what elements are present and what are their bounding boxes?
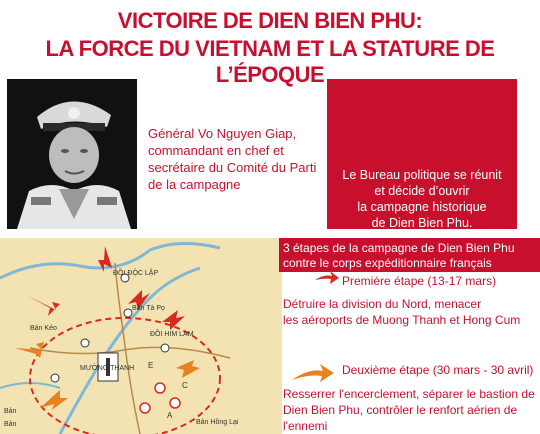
caption-line: commandant en chef et [148,143,284,158]
map-label: C [182,381,188,390]
map-label: ĐỒI ĐỘC LẬP [113,270,159,277]
map-label: E [148,361,154,370]
map-label: MƯỜNG THANH [80,365,135,372]
caption-line: Général Vo Nguyen Giap, [148,126,297,141]
portrait-photo [7,79,137,229]
page-title: VICTOIRE DE DIEN BIEN PHU: [117,8,423,33]
stage-desc-line: les aéroports de Muong Thanh et Hong Cum [283,313,521,327]
stage-desc-line: Dien Bien Phu, contrôler le renfort aérien de [283,403,518,417]
map-label: Bản Tà Pọ [132,305,165,312]
map-label: A [167,411,173,420]
bureau-panel [327,79,517,229]
map-label: Bản [4,408,17,415]
bureau-line: de Dien Bien Phu. [371,216,473,230]
map-label: ĐỒI HIM LAM [150,331,194,338]
map-label: Bản Kéo [30,325,57,332]
stage-desc-line: Détruire la division du Nord, menacer [283,297,482,311]
bureau-text [327,167,517,231]
portrait-caption [148,125,328,193]
bureau-line: Le Bureau politique se réunit [342,168,502,182]
arrow-right-icon [314,270,340,286]
stage-desc-line: Resserrer l'encerclement, séparer le bastion de [283,387,535,401]
stage-1-description [283,296,540,328]
caption-line: de la campagne [148,177,241,192]
stage-2-description [283,386,540,434]
stage-2-title: Deuxième étape (30 mars - 30 avril) [342,363,534,377]
bureau-line: et décide d’ouvrir [374,184,470,198]
caption-line: secrétaire du Comité du Parti [148,160,317,175]
stages-header [279,238,540,272]
stages-header-line: contre le corps expéditionnaire français [283,256,492,270]
stage-desc-line: l'ennemi [283,419,328,433]
page-subtitle: LA FORCE DU VIETNAM ET LA STATURE DE L’ÉPOQUE [45,36,495,87]
battle-map [0,238,282,434]
bureau-line: la campagne historique [357,200,487,214]
arrow-right-icon [291,362,335,384]
stage-1-title: Première étape (13-17 mars) [342,274,497,288]
battle-map-image [0,238,282,434]
map-label: Bản Hồng Lại [196,419,239,426]
map-label: Bản [4,421,17,428]
stages-header-line: 3 étapes de la campagne de Dien Bien Phu [283,241,515,255]
general-portrait-image [7,79,137,229]
